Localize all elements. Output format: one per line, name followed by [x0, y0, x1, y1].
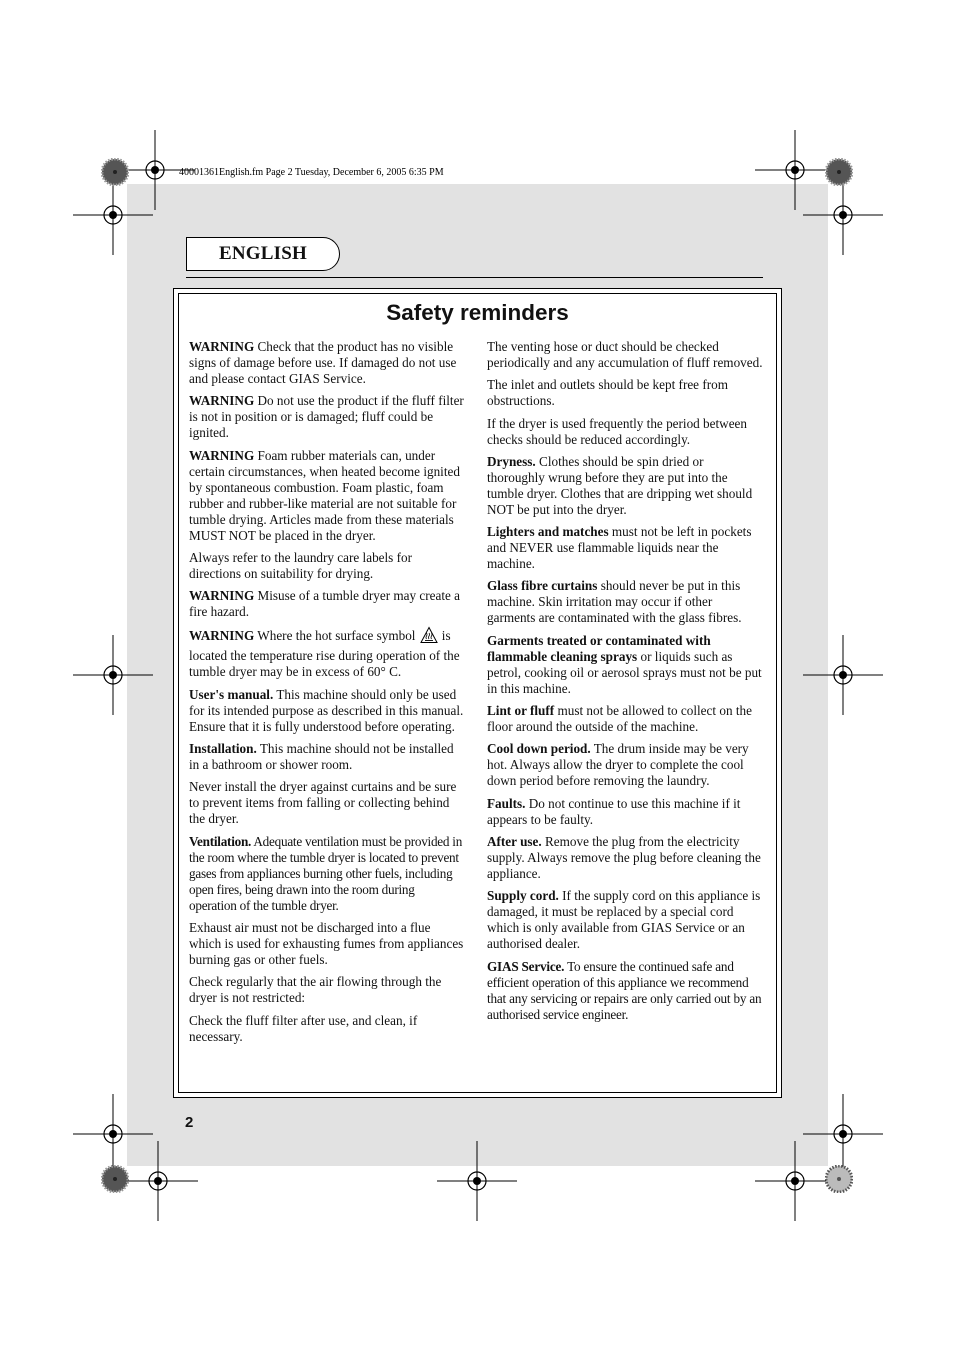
page-number: 2	[185, 1114, 194, 1131]
registration-mark	[118, 1141, 198, 1221]
paragraph	[189, 920, 464, 968]
paragraph-lead: WARNING	[189, 393, 255, 409]
paragraph-text: To ensure the continued safe and efficient operation of this appliance we recommend that any servicing or repairs are only carried out by an authorised service engineer.	[487, 958, 762, 1022]
registration-mark	[437, 1141, 517, 1221]
registration-mark	[755, 1141, 835, 1221]
color-target-mark	[825, 1165, 853, 1193]
paragraph-text: Always refer to the laundry care labels for directions on suitability for drying.	[189, 549, 412, 581]
paragraph	[189, 393, 464, 441]
paragraph-text: or liquids such as petrol, cooking oil or aerosol sprays must not be put in this machine.	[487, 648, 762, 696]
paragraph	[487, 633, 763, 697]
color-target-mark	[101, 1165, 129, 1193]
paragraph-text: must not be allowed to collect on the floor around the outside of the machine.	[487, 703, 752, 735]
paragraph-text: Never install the dryer against curtains and be sure to prevent items from falling or collecting behind the dryer.	[189, 779, 457, 827]
paragraph	[189, 626, 464, 680]
paragraph-lead: Glass fibre curtains	[487, 578, 598, 594]
paragraph-text: should never be put in this machine. Skin irritation may occur if other garments are contaminated with the glass fibres.	[487, 578, 742, 626]
paragraph	[487, 524, 763, 572]
paragraph-text: Do not use the product if the fluff filter is not in position or is damaged; fluff could be ignited.	[189, 393, 464, 441]
paragraph-lead: Lighters and matches	[487, 524, 609, 540]
paragraph-lead: Garments treated or contaminated with flammable cleaning sprays	[487, 632, 711, 664]
paragraph-text: Check the fluff filter after use, and clean, if necessary.	[189, 1012, 418, 1044]
paragraph-text: Remove the plug from the electricity supply. Always remove the plug before cleaning the appliance.	[487, 833, 761, 881]
paragraph	[189, 779, 464, 827]
language-label: ENGLISH	[219, 243, 307, 264]
paragraph	[487, 834, 763, 882]
paragraph-lead: WARNING	[189, 447, 255, 463]
right-column	[487, 339, 763, 1029]
color-target-mark	[825, 158, 853, 186]
paragraph	[487, 454, 763, 518]
paragraph	[487, 416, 763, 448]
paragraph	[487, 578, 763, 626]
paragraph-text: The drum inside may be very hot. Always allow the dryer to complete the cool down period before removing the laundry.	[487, 741, 749, 789]
paragraph	[487, 339, 763, 371]
paragraph-lead: Dryness.	[487, 453, 536, 469]
paragraph-lead: Ventilation.	[189, 833, 252, 849]
color-target-mark	[101, 158, 129, 186]
paragraph-text: If the dryer is used frequently the period between checks should be reduced accordingly.	[487, 415, 747, 447]
registration-mark	[803, 635, 883, 715]
paragraph-text: Foam rubber materials can, under certain circumstances, when heated become ignited by spontaneous combustion. Foam plastic, foam rubber and rubber-like material are not suitable for tumble drying. Articles made from these materials MUST NOT be placed in the dryer.	[189, 447, 460, 543]
paragraph-text: Where the hot surface symbol	[254, 628, 416, 644]
paragraph-lead: GIAS Service.	[487, 958, 565, 974]
paragraph-text: Clothes should be spin dried or thoroughly wrung before they are put into the tumble dryer. Clothes that are dripping wet should NOT be put into the dryer.	[487, 453, 753, 517]
paragraph	[189, 1013, 464, 1045]
paragraph-lead: WARNING	[189, 588, 255, 604]
paragraph	[189, 974, 464, 1006]
registration-mark	[73, 175, 153, 255]
paragraph-text: is located the temperature rise during operation of the tumble dryer may be in excess of 60° C.	[189, 628, 460, 680]
paragraph-lead: WARNING	[189, 339, 255, 354]
paragraph-text: Adequate ventilation must be provided in the room where the tumble dryer is located to prevent gases from appliances burning other fuels, including open fires, being drawn into the room during operation of the tumble dryer.	[189, 833, 463, 913]
paragraph-text: This machine should not be installed in a bathroom or shower room.	[189, 741, 454, 773]
paragraph-text: The venting hose or duct should be checked periodically and any accumulation of fluff removed.	[487, 339, 763, 370]
paragraph	[189, 339, 464, 387]
page-title: Safety reminders	[386, 300, 569, 325]
paragraph-text: Exhaust air must not be discharged into a flue which is used for exhausting fumes from appliances burning gas or other fuels.	[189, 919, 464, 967]
hot-surface-icon	[420, 626, 438, 648]
paragraph	[487, 741, 763, 789]
paragraph-lead: Installation.	[189, 741, 257, 757]
paragraph	[487, 796, 763, 828]
paragraph	[189, 550, 464, 582]
paragraph-lead: User's manual.	[189, 686, 274, 702]
paragraph-lead: Cool down period.	[487, 741, 591, 757]
paragraph-lead: Faults.	[487, 795, 526, 811]
paragraph-lead: Lint or fluff	[487, 703, 555, 719]
paragraph-text: If the supply cord on this appliance is damaged, it must be replaced by a special cord which is only available from GIAS Service or an authorised dealer.	[487, 888, 761, 952]
paragraph	[487, 959, 763, 1023]
paragraph	[189, 741, 464, 773]
paragraph-text: must not be left in pockets and NEVER use flammable liquids near the machine.	[487, 524, 752, 572]
paragraph-text: Misuse of a tumble dryer may create a fire hazard.	[189, 588, 461, 620]
paragraph-text: Check that the product has no visible signs of damage before use. If damaged do not use and please contact GIAS Service.	[189, 339, 457, 386]
paragraph	[189, 588, 464, 620]
paragraph-text: This machine should only be used for its intended purpose as described in this manual. Ensure that it is fully understood before operating.	[189, 686, 464, 734]
paragraph	[189, 834, 464, 914]
paragraph	[487, 888, 763, 952]
paragraph-text: Do not continue to use this machine if it appears to be faulty.	[487, 795, 741, 827]
paragraph-lead: After use.	[487, 833, 542, 849]
paragraph-text: Check regularly that the air flowing through the dryer is not restricted:	[189, 974, 442, 1006]
paragraph	[189, 687, 464, 735]
header-rule	[186, 277, 763, 278]
paragraph-lead: Supply cord.	[487, 888, 559, 904]
registration-mark	[803, 175, 883, 255]
language-tab	[186, 237, 340, 271]
paragraph	[189, 448, 464, 544]
paragraph-text: The inlet and outlets should be kept free from obstructions.	[487, 377, 728, 409]
registration-mark	[73, 635, 153, 715]
paragraph	[487, 703, 763, 735]
paragraph-lead: WARNING	[189, 628, 255, 644]
print-slug: 40001361English.fm Page 2 Tuesday, December 6, 2005 6:35 PM	[179, 167, 444, 178]
left-column	[189, 339, 464, 1051]
paragraph	[487, 377, 763, 409]
